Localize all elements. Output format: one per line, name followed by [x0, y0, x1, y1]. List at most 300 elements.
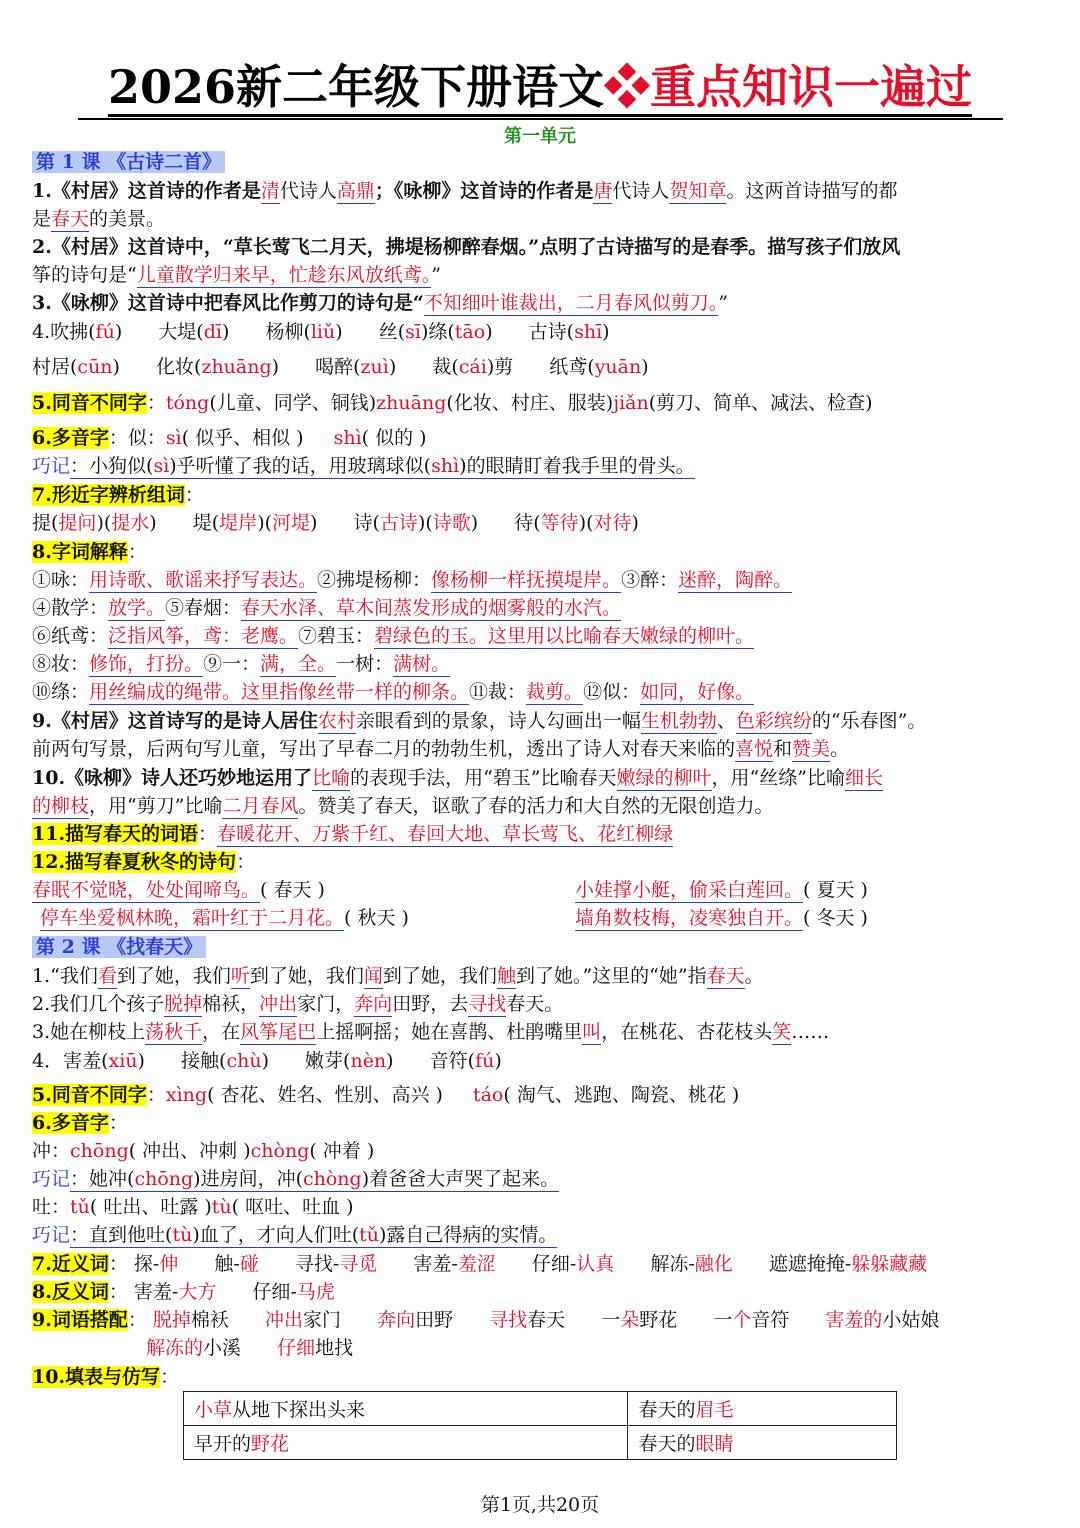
text: ) — [631, 512, 639, 534]
text: …… — [791, 1021, 830, 1043]
text: ，用“剪刀”比喻 — [89, 795, 223, 817]
colloc-black: 地找 — [315, 1337, 354, 1359]
l2-mnemonic2 — [32, 1221, 557, 1249]
cell-black: 从地下探出头来 — [232, 1399, 366, 1421]
text: 到了她，我们 — [116, 965, 231, 987]
pinyin: cái — [458, 356, 487, 378]
pinyin: liǔ — [310, 321, 336, 343]
colloc-black: 小溪 — [203, 1337, 242, 1359]
pinyin: xìng — [165, 1084, 208, 1106]
answer: 农村 — [317, 710, 356, 732]
definition: 修饰，打扮。 — [89, 653, 204, 675]
text: (化妆、村庄、服装) — [446, 392, 614, 414]
text: 古诗( — [528, 321, 575, 343]
colloc-red: 解冻的 — [146, 1337, 204, 1359]
synonym: 碰 — [239, 1253, 259, 1275]
text: )乎听懂了我的话，用玻璃球似( — [169, 455, 432, 477]
lesson1-header: 第 1 课 《古诗二首》 — [32, 151, 225, 173]
answer: 笑 — [772, 1021, 792, 1043]
text: 大堤( — [158, 321, 204, 343]
term: ⑩绦： — [32, 681, 90, 703]
text: )露自己得病的实情。 — [379, 1224, 558, 1246]
text: ，用“丝绦”比喻 — [711, 767, 845, 789]
pinyin: chòng — [250, 1140, 310, 1162]
section-label: 5.同音不同字 — [32, 1084, 147, 1106]
l2-antonyms — [32, 1278, 335, 1306]
term: ⑪裁： — [469, 681, 527, 703]
l2-mnemonic1 — [32, 1165, 559, 1193]
l1-line1 — [32, 177, 897, 205]
text: ：小狗似( — [70, 455, 154, 477]
answer: 的柳枝 — [32, 795, 90, 817]
l2-collocations — [32, 1306, 939, 1334]
text: ：她冲( — [70, 1168, 135, 1190]
text: ： — [108, 1281, 128, 1303]
term: ⑧妆： — [32, 653, 90, 675]
text: )( — [578, 512, 594, 534]
colloc-red: 冲出 — [264, 1309, 303, 1331]
pinyin: sì — [165, 427, 182, 449]
l1-def-row3 — [32, 622, 754, 650]
mnemonic-label: 巧记 — [32, 1224, 71, 1246]
answer: 堤岸 — [219, 512, 258, 534]
text: 筝的诗句是“ — [32, 264, 137, 286]
l2-table-label — [32, 1363, 179, 1391]
text: ；《咏柳》这首诗的作者是 — [374, 180, 594, 202]
table-cell — [184, 1392, 628, 1426]
cell-red: 眼睛 — [695, 1433, 734, 1455]
answer: 叫 — [582, 1021, 602, 1043]
definition: 满，全。 — [260, 653, 337, 675]
text: 4.吹拂( — [32, 321, 96, 343]
term: ⑦碧玉： — [298, 625, 375, 647]
colloc-black: 棉袄 — [190, 1309, 229, 1331]
pinyin: sī — [405, 321, 421, 343]
text: ： — [127, 1309, 147, 1331]
answer: 高鼎 — [336, 180, 375, 202]
text: ： — [127, 541, 147, 563]
text: 亲眼看到的景象，诗人勾画出一幅 — [355, 710, 641, 732]
answer: 看 — [97, 965, 117, 987]
text: ( 冲出、冲刺 ) — [128, 1140, 251, 1162]
answer: 嫩绿的柳叶 — [616, 767, 712, 789]
text: 家门， — [297, 993, 355, 1015]
text: )进房间，冲( — [193, 1168, 303, 1190]
definition: 放学。 — [108, 597, 166, 619]
text: )剪 — [486, 356, 514, 378]
word: 害羞- — [133, 1281, 179, 1303]
term: ⑨一： — [203, 653, 261, 675]
text: 诗( — [353, 512, 380, 534]
text: ( 冲着 ) — [309, 1140, 375, 1162]
answer: 春天 — [706, 965, 745, 987]
pinyin: cūn — [77, 356, 113, 378]
text: 、 — [716, 710, 736, 732]
l1-definitions-label — [32, 538, 147, 566]
answer: 不知细叶谁裁出，二月春风似剪刀。 — [423, 292, 719, 314]
l1-q10-line1 — [32, 764, 883, 792]
text: ( 呕吐、吐血 ) — [231, 1196, 354, 1218]
lesson2-header: 第 2 课 《找春天》 — [32, 936, 206, 958]
definition: 像杨柳一样抚摸堤岸。 — [431, 569, 622, 591]
text: ) — [310, 512, 318, 534]
text: ) — [114, 321, 123, 343]
poem-spring — [32, 876, 325, 904]
l2-poly-chong — [32, 1137, 374, 1165]
text: 吐： — [32, 1196, 71, 1218]
text: ： — [160, 1366, 180, 1388]
text: 10.《咏柳》诗人还巧妙地运用了 — [32, 767, 313, 789]
mnemonic-label: 巧记 — [32, 455, 71, 477]
pinyin: nèn — [350, 1050, 387, 1072]
l1-polyphones — [32, 424, 427, 452]
answer: 春暖花开、万紫千红、春回大地、草长莺飞、花红柳绿 — [217, 823, 674, 845]
colloc-red: 朵 — [620, 1309, 640, 1331]
text: ) — [386, 1050, 394, 1072]
text: 是 — [32, 208, 52, 230]
text: ：直到他吐( — [70, 1224, 173, 1246]
l1-q2-line1 — [32, 233, 900, 261]
definition: 裁剪。 — [526, 681, 584, 703]
word: 寻找- — [294, 1253, 340, 1275]
text: ： — [236, 851, 256, 873]
colloc-red: 脱掉 — [152, 1309, 191, 1331]
text: 待( — [514, 512, 541, 534]
definition: 春天水泽、草木间蒸发形成的烟雾般的水汽。 — [241, 597, 622, 619]
text: ( 似的 ) — [361, 427, 427, 449]
text: 的美景。 — [89, 208, 166, 230]
text: )的眼睛盯着我手里的骨头。 — [459, 455, 695, 477]
word: 害羞- — [413, 1253, 458, 1275]
text: 。这两首诗描写的都 — [726, 180, 898, 202]
text: 。 — [744, 965, 764, 987]
pinyin: zhuāng — [201, 356, 272, 378]
pinyin: shī — [574, 321, 603, 343]
colloc-red: 奔向 — [377, 1309, 416, 1331]
text: 到了她，我们 — [382, 965, 497, 987]
answer: 听 — [230, 965, 250, 987]
answer: 色彩缤纷 — [735, 710, 812, 732]
definition: 迷醉，陶醉。 — [678, 569, 793, 591]
text: 纸鸢( — [549, 356, 595, 378]
text: 的表现手法，用“碧玉”比喻春天 — [350, 767, 617, 789]
table-row — [184, 1392, 897, 1426]
text: 喝醉( — [315, 356, 361, 378]
colloc-red: 害羞的 — [825, 1309, 883, 1331]
text: ) — [221, 321, 230, 343]
fill-table — [183, 1391, 897, 1460]
answer: 赞美 — [792, 738, 831, 760]
title-part1: 2026新二年级下册语文 — [108, 60, 604, 117]
pinyin: zuì — [360, 356, 389, 378]
text: 接触( — [181, 1050, 227, 1072]
pinyin: tóng — [165, 392, 210, 414]
season: ( 秋天 ) — [344, 907, 409, 929]
text: 2.我们几个孩子 — [32, 993, 165, 1015]
section-label: 6.多音字 — [32, 427, 109, 449]
pinyin: chōng — [70, 1140, 129, 1162]
season: ( 冬天 ) — [803, 907, 868, 929]
word: 探- — [133, 1253, 160, 1275]
word: 触- — [214, 1253, 240, 1275]
colloc-red: 寻找 — [489, 1309, 528, 1331]
section-label: 8.字词解释 — [32, 541, 128, 563]
text: )着爸爸大声哭了起来。 — [361, 1168, 560, 1190]
text: 到了她，我们 — [249, 965, 364, 987]
title-rule — [78, 118, 1003, 120]
text: 代诗人 — [279, 180, 337, 202]
colloc-black: 春天 — [527, 1309, 566, 1331]
lesson1-header-line — [32, 148, 225, 176]
text: 9.《村居》这首诗写的是诗人居住 — [32, 710, 318, 732]
l1-q9-line1 — [32, 707, 926, 735]
term: ②拂堤杨柳： — [317, 569, 432, 591]
mnemonic-label: 巧记 — [32, 1168, 71, 1190]
l1-q10-line2 — [32, 792, 773, 820]
pinyin: chòng — [302, 1168, 362, 1190]
definition: 如同，好像。 — [640, 681, 755, 703]
text: ： — [108, 1253, 128, 1275]
answer: 荡秋千 — [145, 1021, 203, 1043]
section-label: 5.同音不同字 — [32, 392, 147, 414]
text: ) — [137, 1050, 145, 1072]
definition: 满树。 — [393, 653, 451, 675]
l1-q3 — [32, 289, 728, 317]
text: 村居( — [32, 356, 78, 378]
answer: 风筝尾巴 — [240, 1021, 317, 1043]
poem-line: 春眠不觉晓，处处闻啼鸟。 — [32, 879, 261, 901]
section-label: 7.形近字辨析组词 — [32, 484, 185, 506]
text: 化妆( — [156, 356, 202, 378]
l1-q2-line2 — [32, 261, 441, 289]
l1-def-row1 — [32, 566, 792, 594]
text: ) — [485, 321, 493, 343]
l1-spring-words — [32, 820, 673, 848]
word: 解冻- — [650, 1253, 695, 1275]
cell-red: 眉毛 — [695, 1399, 734, 1421]
l1-pinyin-row1 — [32, 318, 610, 346]
synonym: 融化 — [694, 1253, 733, 1275]
l2-poly-tu — [32, 1193, 354, 1221]
answer: 奔向 — [354, 993, 393, 1015]
page-title — [0, 56, 1080, 118]
text: ： — [146, 1084, 166, 1106]
text: ( 淘气、逃跑、陶瓷、桃花 ) — [503, 1084, 740, 1106]
poem-line: 墙角数枝梅，凌寒独自开。 — [575, 907, 804, 929]
answer: 触 — [496, 965, 516, 987]
text: 。 — [830, 738, 850, 760]
colloc-red: 个 — [732, 1309, 752, 1331]
text: ：似： — [108, 427, 166, 449]
colloc-black: 野花 — [639, 1309, 678, 1331]
lesson2-header-line — [32, 933, 206, 961]
section-label: 6.多音字 — [32, 1112, 109, 1134]
text: ) — [335, 321, 343, 343]
section-label: 12.描写春夏秋冬的诗句 — [32, 851, 237, 873]
pinyin: shì — [431, 455, 460, 477]
text: ，在桃花、杏花枝头 — [601, 1021, 773, 1043]
l2-synonyms — [32, 1250, 927, 1278]
synonym: 躲躲藏藏 — [851, 1253, 928, 1275]
pinyin: tù — [211, 1196, 232, 1218]
text: 嫩芽( — [305, 1050, 351, 1072]
l1-def-row4 — [32, 650, 450, 678]
cell-red: 野花 — [251, 1433, 290, 1455]
text: 裁( — [432, 356, 459, 378]
pinyin: tǔ — [359, 1224, 380, 1246]
text: ： — [184, 484, 204, 506]
answer: 闻 — [363, 965, 383, 987]
section-label: 9.词语搭配 — [32, 1309, 128, 1331]
table-cell — [628, 1392, 897, 1426]
definition: 泛指风筝，鸢：老鹰。 — [108, 625, 299, 647]
text: 丝( — [378, 321, 406, 343]
text: )( — [257, 512, 273, 534]
table-cell — [628, 1426, 897, 1460]
answer: 提问 — [58, 512, 97, 534]
text: 1.《村居》这首诗的作者是 — [32, 180, 261, 202]
answer: 古诗 — [379, 512, 418, 534]
answer: 春天 — [51, 208, 90, 230]
l1-similar-chars-label — [32, 481, 204, 509]
term: ⑥纸鸢： — [32, 625, 109, 647]
pinyin: chù — [226, 1050, 262, 1072]
l2-collocations-2 — [146, 1334, 353, 1362]
text: (剪刀、简单、减法、检查) — [648, 392, 873, 414]
text: )血了，才向人们吐( — [192, 1224, 360, 1246]
term: ⑤春烟： — [165, 597, 242, 619]
answer: 细长 — [844, 767, 883, 789]
text: ) — [388, 356, 397, 378]
pinyin: shì — [333, 427, 362, 449]
text: ) — [261, 1050, 269, 1072]
colloc-black: 一 — [713, 1309, 733, 1331]
text: ) — [149, 512, 157, 534]
l2-q1 — [32, 962, 764, 990]
table-row — [184, 1426, 897, 1460]
l1-similar-chars — [32, 509, 639, 537]
answer: 二月春风 — [222, 795, 299, 817]
term: ③醉： — [621, 569, 679, 591]
synonym: 寻觅 — [339, 1253, 378, 1275]
l1-q9-line2 — [32, 735, 849, 763]
text: ) — [271, 356, 280, 378]
text: 到了她。”这里的“她”指 — [515, 965, 707, 987]
text: (儿童、同学、铜钱) — [209, 392, 377, 414]
text: ( 吐出、吐露 ) — [89, 1196, 212, 1218]
pinyin: yuān — [594, 356, 642, 378]
synonym: 伸 — [159, 1253, 179, 1275]
answer: 寻找 — [468, 993, 507, 1015]
pinyin: jiǎn — [613, 392, 649, 414]
text: ” — [431, 264, 441, 286]
text: ) — [602, 321, 610, 343]
text: 杨柳( — [265, 321, 311, 343]
answer: 儿童散学归来早，忙趁东风放纸鸢。 — [136, 264, 432, 286]
colloc-black: 家门 — [303, 1309, 342, 1331]
title-part2: 重点知识一遍过 — [650, 60, 972, 117]
text: 1.“我们 — [32, 965, 98, 987]
l2-q2 — [32, 990, 563, 1018]
poem-autumn — [40, 904, 409, 932]
page-footer: 第1页,共20页 — [480, 1494, 600, 1516]
text: 棉袄， — [202, 993, 260, 1015]
answer: 比喻 — [312, 767, 351, 789]
pinyin: dī — [203, 321, 222, 343]
l2-pinyin-row — [32, 1047, 502, 1075]
text: )( — [417, 512, 433, 534]
answer: 脱掉 — [164, 993, 203, 1015]
text: 2.《村居》这首诗中，“草长莺飞二月天，拂堤杨柳醉春烟。”点明了古诗描写的是春季。描写孩子们放风 — [32, 236, 901, 258]
pinyin: tāo — [454, 321, 486, 343]
text: ) — [470, 512, 479, 534]
l1-mnemonic — [32, 452, 695, 480]
definition: 用诗歌、歌谣来抒写表达。 — [89, 569, 318, 591]
text: 上摇啊摇；她在喜鹊、杜鹃嘴里 — [316, 1021, 583, 1043]
definition: 碧绿色的玉。这里用以比喻春天嫩绿的柳叶。 — [374, 625, 755, 647]
text: ： — [198, 823, 218, 845]
answer: 喜悦 — [735, 738, 774, 760]
text: ( 杏花、姓名、性别、高兴 ) — [207, 1084, 443, 1106]
l1-line2 — [32, 205, 165, 233]
pinyin: xiū — [108, 1050, 138, 1072]
text: )绦( — [420, 321, 455, 343]
colloc-red: 仔细 — [277, 1337, 316, 1359]
text: ： — [108, 1112, 128, 1134]
synonym: 羞涩 — [457, 1253, 496, 1275]
section-label: 7.近义词 — [32, 1253, 109, 1275]
text: ) — [641, 356, 649, 378]
text: 代诗人 — [612, 180, 670, 202]
pinyin: chōng — [134, 1168, 194, 1190]
text: )( — [96, 512, 112, 534]
pinyin: zhuāng — [376, 392, 447, 414]
answer: 生机勃勃 — [640, 710, 717, 732]
text: 堤( — [192, 512, 220, 534]
text: 冲： — [32, 1140, 71, 1162]
colloc-black: 音符 — [751, 1309, 790, 1331]
cell-black: 早开的 — [194, 1433, 252, 1455]
l1-homophones: 5.同音不同字：tóng(儿童、同学、铜钱)zhuāng(化妆、村庄、服装)jiǎn(剪刀、简单、减法、检查) — [32, 392, 873, 414]
text: 的“乐春图”。 — [811, 710, 927, 732]
term: 一树： — [336, 653, 394, 675]
word: 仔细- — [252, 1281, 297, 1303]
table-cell — [184, 1426, 628, 1460]
poem-winter — [575, 904, 868, 932]
answer: 诗歌 — [432, 512, 471, 534]
text: ) — [112, 356, 120, 378]
word: 仔细- — [531, 1253, 577, 1275]
answer: 对待 — [593, 512, 632, 534]
word: 遮遮掩掩- — [768, 1253, 852, 1275]
term: ④散学： — [32, 597, 109, 619]
cell-black: 春天的 — [638, 1433, 696, 1455]
pinyin: fú — [475, 1050, 495, 1072]
synonym: 认真 — [576, 1253, 615, 1275]
term: ⑫似： — [583, 681, 641, 703]
section-label: 8.反义词 — [32, 1281, 109, 1303]
colloc-black: 小姑娘 — [882, 1309, 940, 1331]
antonym: 马虎 — [296, 1281, 335, 1303]
text: 和 — [773, 738, 793, 760]
text: ，在 — [202, 1021, 241, 1043]
pinyin: fú — [95, 321, 115, 343]
answer: 贺知章 — [669, 180, 727, 202]
cell-black: 春天的 — [638, 1399, 696, 1421]
season: ( 春天 ) — [260, 879, 325, 901]
definition: 用丝编成的绳带。这里指像丝带一样的柳条。 — [89, 681, 470, 703]
l2-homophones — [32, 1081, 739, 1109]
